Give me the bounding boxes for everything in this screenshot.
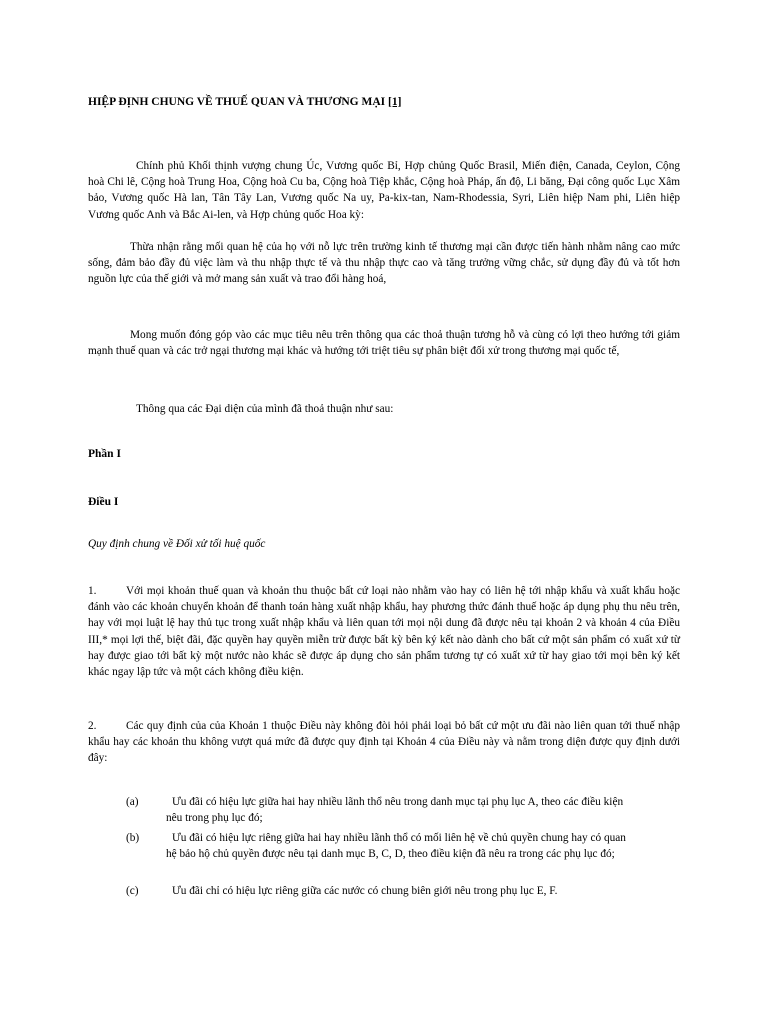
paragraph-1: [88, 583, 680, 680]
paragraph-agreed: Thông qua các Đại diện của mình đã thoả thuận như sau:: [136, 403, 394, 415]
paragraph-2-number: 2.: [88, 720, 97, 732]
paragraph-1-number: 1.: [88, 585, 97, 597]
list-item-b: [126, 830, 682, 862]
paragraph-2: [88, 718, 680, 767]
paragraph-1-text: Với mọi khoản thuế quan và khoản thu thuộc bất cứ loại nào nhằm vào hay có liên hệ tới nhập khẩu và xuất khẩu hoặc đánh vào các khoản chuyển khoản để thanh toán hàng xuất nhập khẩu, hay phương thức đánh thuế hoặc áp dụng phụ thu nêu trên, hay với mọi luật lệ hay thủ tục trong xuất nhập khẩu và liên quan tới mọi nội dung đã được nêu tại khoản 2 và khoản 4 của Điều III,* mọi lợi thế, biệt đãi, đặc quyền hay quyền miễn trừ được bất kỳ bên ký kết nào dành cho bất cứ một sản phẩm có xuất xứ từ hay được giao tới bất kỳ một nước nào khác sẽ được áp dụng cho sản phẩm tương tự có xuất xứ từ hay giao tới mọi bên ký kết khác ngay lập tức và một cách không điều kiện.: [88, 585, 680, 679]
paragraph-recognizing: Thừa nhận rằng mối quan hệ của họ với nỗ lực trên trường kinh tế thương mại cần được tiến hành nhằm nâng cao mức sống, đảm bảo đầy đủ việc làm và thu nhập thực tế và thu nhập thực cao và tăng trưởng vững chắc, sử dụng đầy đủ và tốt hơn nguồn lực của thế giới và mở mang sản xuất và trao đổi hàng hoá,: [88, 241, 680, 286]
list-item-line: Ưu đãi có hiệu lực riêng giữa hai hay nhiều lãnh thổ có mối liên hệ về chủ quyền chung hay có quan: [172, 832, 626, 844]
list-item-c: [126, 883, 682, 899]
part-heading: Phần I: [88, 448, 121, 460]
list-item-text: [172, 883, 682, 899]
footnote-link[interactable]: [1]: [388, 96, 402, 108]
title-text: HIỆP ĐỊNH CHUNG VỀ THUẾ QUAN VÀ THƯƠNG MẠI: [88, 96, 388, 108]
list-item-continuation: nêu trong phụ lục đó;: [166, 812, 263, 825]
list-item-line: Ưu đãi chỉ có hiệu lực riêng giữa các nước có chung biên giới nêu trong phụ lục E, F.: [172, 885, 558, 897]
paragraph-contracting-parties: Chính phủ Khối thịnh vượng chung Úc, Vương quốc Bỉ, Hợp chủng Quốc Brasil, Miến điện, Canada, Ceylon, Cộng hoà Chi lê, Cộng hoà Trung Hoa, Cộng hoà Cu ba, Cộng hoà Tiệp khắc, Cộng hoà Pháp, ấn độ, Li băng, Đại công quốc Lục Xâm bảo, Vương quốc Hà lan, Tân Tây Lan, Vương quốc Na uy, Pa-kix-tan, Nam-Rhodessia, Syri, Liên hiệp Nam phi, Liên hiệp Vương quốc Anh và Bắc Ai-len, và Hợp chủng quốc Hoa kỳ:: [88, 160, 680, 221]
list-item-text: [166, 830, 682, 862]
document-title: [88, 94, 680, 110]
list-item-a: [126, 794, 682, 826]
list-item-label: (c): [126, 885, 139, 897]
list-item-label: (b): [126, 832, 140, 844]
paragraph-desiring: Mong muốn đóng góp vào các mục tiêu nêu trên thông qua các thoả thuận tương hỗ và cùng có lợi theo hướng tới giảm mạnh thuế quan và các trở ngại thương mại khác và hướng tới triệt tiêu sự phân biệt đối xử trong thương mại quốc tế,: [88, 329, 680, 358]
list-item-text: [166, 794, 682, 826]
list-item-continuation: hệ bảo hộ chủ quyền được nêu tại danh mục B, C, D, theo điều kiện đã nêu ra trong các phụ lục đó;: [166, 848, 615, 861]
paragraph-2-text: Các quy định của của Khoản 1 thuộc Điều này không đòi hỏi phải loại bỏ bất cứ một ưu đãi nào liên quan tới thuế nhập khẩu hay các khoản thu không vượt quá mức đã được quy định tại Khoản 4 của Điều này và nằm trong diện được quy định dưới đây:: [88, 720, 680, 765]
article-subtitle: Quy định chung về Đối xử tối huệ quốc: [88, 538, 266, 550]
list-item-line: Ưu đãi có hiệu lực giữa hai hay nhiều lãnh thổ nêu trong danh mục tại phụ lục A, theo các điều kiện: [172, 796, 624, 808]
list-item-label: (a): [126, 796, 139, 808]
article-heading: Điều I: [88, 496, 119, 508]
